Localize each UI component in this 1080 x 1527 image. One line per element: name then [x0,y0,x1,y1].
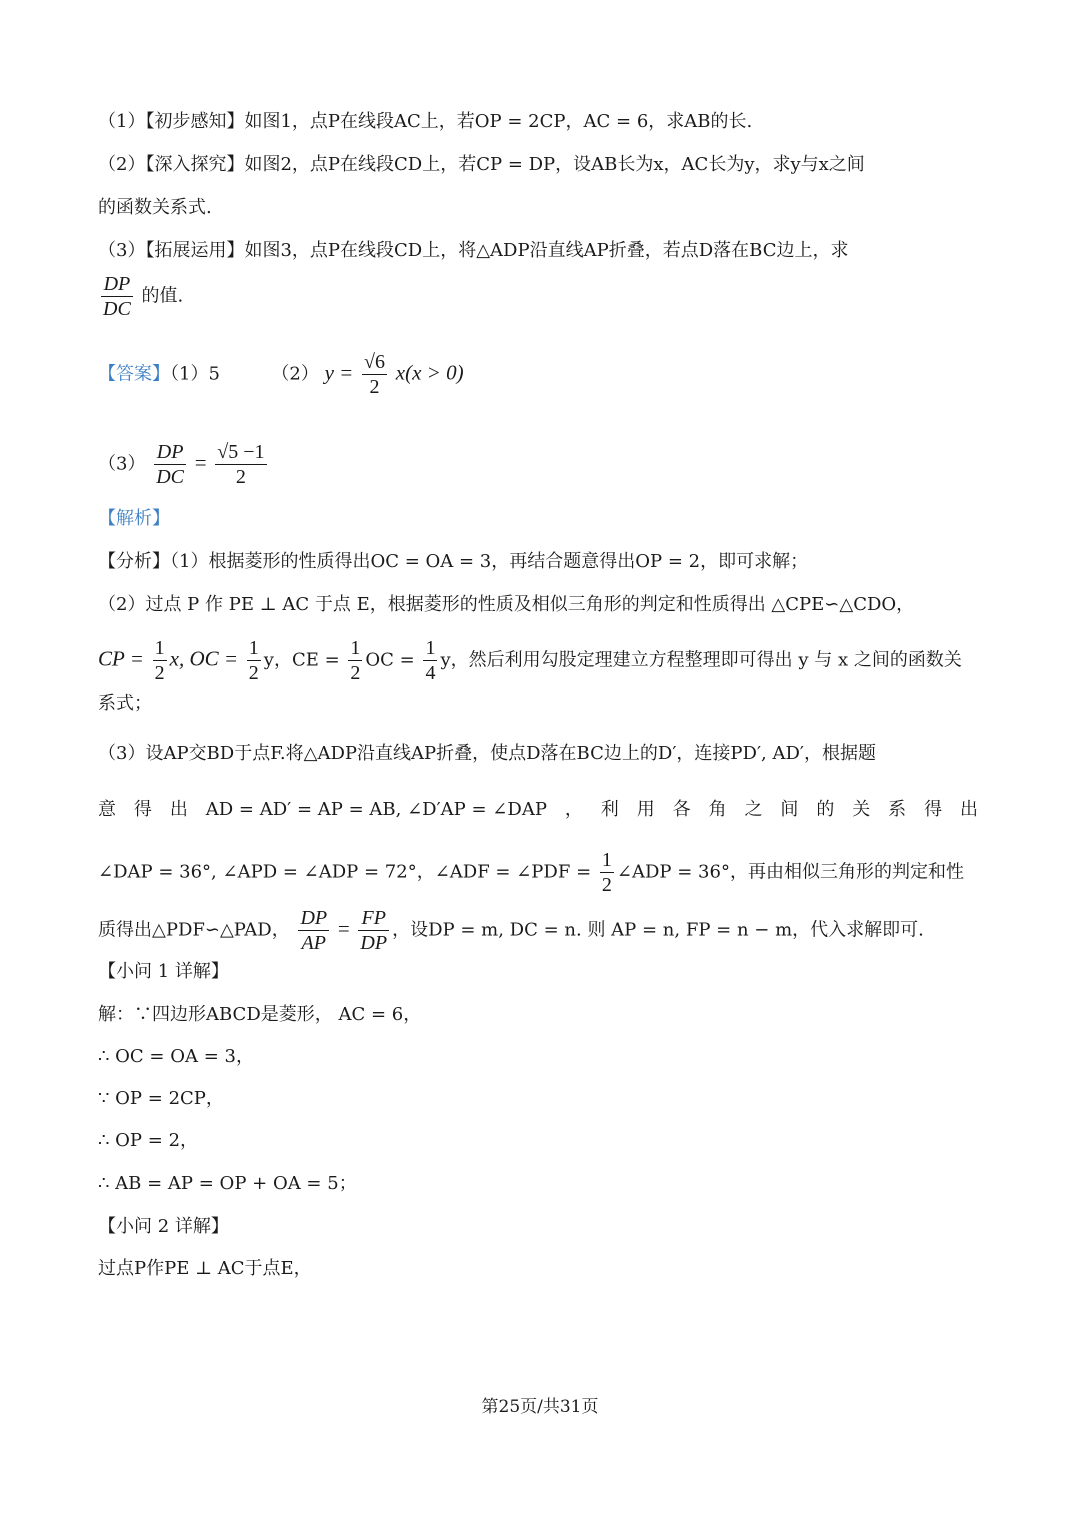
question-2-line-a [98,151,988,179]
p3d-frac1-num: DP [300,907,328,929]
answer-line-1 [98,350,988,399]
answer-2-fraction [362,350,387,399]
question-2-line-b [98,194,988,222]
answer-2-den: 2 [369,376,380,398]
q1-text: 如图1，点P在线段AC上，若OP = 2CP，AC = 6，求AB的长. [244,111,753,132]
p3d-frac1-den: AP [301,932,326,954]
q1-label: （1）【初步感知】 [98,111,245,132]
solution2-line1: 过点P作PE ⊥ AC于点E， [98,1258,312,1279]
p3b-word: 出 [169,799,188,820]
answer-2-num: √6 [364,351,386,373]
q3-text-a: 如图3，点P在线段CD上，将△ADP沿直线AP折叠，若点D落在BC边上，求 [244,240,849,261]
equals-sign: = [194,450,207,475]
p3b-word: 角 [708,799,727,820]
frac-den: 2 [248,662,259,684]
q3-frac-den: DC [103,298,131,320]
frac-den: 2 [601,874,612,896]
p3d-frac2-den: DP [360,932,388,954]
frac-quarter [423,636,437,685]
analysis-p3d [98,906,988,955]
p2b-oc: x, OC = [169,646,239,671]
p3b-word: 出 [960,799,978,820]
p3b-word: ， [564,799,583,820]
p3c-part2: ∠ADP = 36°，再由相似三角形的判定和性 [616,861,964,883]
p3b-word: 间 [780,799,799,820]
p3d-frac2-num: FP [358,906,389,931]
answer-3-den-left: DC [156,466,184,488]
q3-text-b: 的值. [141,285,184,307]
frac-num: 1 [425,637,436,659]
frac-half-4 [600,848,614,897]
p3b-word: 得 [924,799,943,820]
answer-3-num-right: √5 −1 [217,441,265,463]
p2b-oc2: OC = [365,649,415,671]
frac-num: 1 [350,637,361,659]
solution1-line3: ∵ OP = 2CP， [98,1088,224,1109]
p3d-part1: 质得出△PDF∽△PAD， [98,919,290,941]
p3b-word: 意 [98,799,116,820]
p3b-word: 用 [636,799,655,820]
p3b-word: 各 [672,799,691,820]
analysis-p2c: 系式； [98,693,152,714]
p3b-word: 的 [816,799,835,820]
q3-frac-num: DP [101,272,133,297]
question-3-line-b [98,272,988,321]
p2b-cp: CP = [98,646,144,671]
equals-sign: = [337,916,350,941]
analysis-p1: 【分析】（1）根据菱形的性质得出OC = OA = 3，再结合题意得出OP = 2，即可求解； [98,551,809,572]
p3d-frac1 [298,906,329,955]
frac-half-2 [247,636,261,685]
p2b-tail: y，然后利用勾股定理建立方程整理即可得出 y 与 x 之间的函数关 [440,649,962,671]
solution1-line5: ∴ AB = AP = OP + OA = 5； [98,1173,357,1194]
solution1-title: 【小问 1 详解】 [98,961,229,982]
frac-half-3 [348,636,362,685]
p2b-ce: y，CE = [263,649,340,671]
q3-fraction [101,272,133,321]
solution1-line1: 解：∵四边形ABCD是菱形， AC = 6， [98,1004,422,1025]
answer-tag: 【答案】 [98,363,170,385]
p3b-word: 关 [852,799,871,820]
answer-line-3 [98,440,988,489]
analysis-p2a: （2）过点 P 作 PE ⊥ AC 于点 E，根据菱形的性质及相似三角形的判定和性质得出 △CPE∽△CDO， [98,594,915,615]
p3d-frac2 [358,906,389,955]
frac-den: 2 [350,662,361,684]
p3b-justified [98,796,978,824]
answer-2-tail: x(x > 0) [395,360,464,385]
answer-2-y: y = [324,360,354,385]
answer-3-label: （3） [98,453,146,475]
p3b-word: 利 [600,799,619,820]
answer-3-den-right: 2 [235,466,246,488]
answer-2-label: （2） [271,363,319,385]
answer-1: （1）5 [170,363,220,385]
frac-num: 1 [154,637,165,659]
frac-half-1 [153,636,167,685]
q2-text-b: 的函数关系式. [98,197,212,218]
p3b-word: 系 [888,799,907,820]
q2-label: （2）【深入探究】 [98,154,245,175]
question-1 [98,108,988,136]
analysis-p3c [98,848,988,897]
analysis-tag: 【解析】 [98,508,170,529]
frac-num: 1 [248,637,259,659]
frac-den: 2 [154,662,165,684]
q2-text-a: 如图2，点P在线段CD上，若CP = DP，设AB长为x，AC长为y，求y与x之间 [244,154,865,175]
answer-3-frac-right [215,440,266,489]
p3d-part2: ，设DP = m, DC = n. 则 AP = n, FP = n − m，代入求解即可. [392,919,924,941]
p3b-word: 得 [133,799,152,820]
analysis-p3b [98,796,988,824]
q3-label: （3）【拓展运用】 [98,240,245,261]
page-footer: 第25页/共31页 [481,1397,599,1417]
solution2-title: 【小问 2 详解】 [98,1216,229,1237]
question-3-line-a [98,237,988,265]
answer-3-num-left: DP [154,440,186,465]
p3b-word: 之 [744,799,763,820]
solution1-line2: ∴ OC = OA = 3， [98,1046,254,1067]
answer-3-frac-left [154,440,186,489]
frac-den: 4 [425,662,436,684]
solution1-line4: ∴ OP = 2， [98,1130,199,1151]
analysis-p2b [98,636,988,685]
frac-num: 1 [601,849,612,871]
analysis-p3a: （3）设AP交BD于点F.将△ADP沿直线AP折叠，使点D落在BC边上的D′，连接PD′, AD′，根据题 [98,743,876,764]
p3b-word: AD = AD′ = AP = AB, ∠D′AP = ∠DAP [205,799,547,820]
p3c-part1: ∠DAP = 36°, ∠APD = ∠ADP = 72°，∠ADF = ∠PDF = [98,861,592,883]
